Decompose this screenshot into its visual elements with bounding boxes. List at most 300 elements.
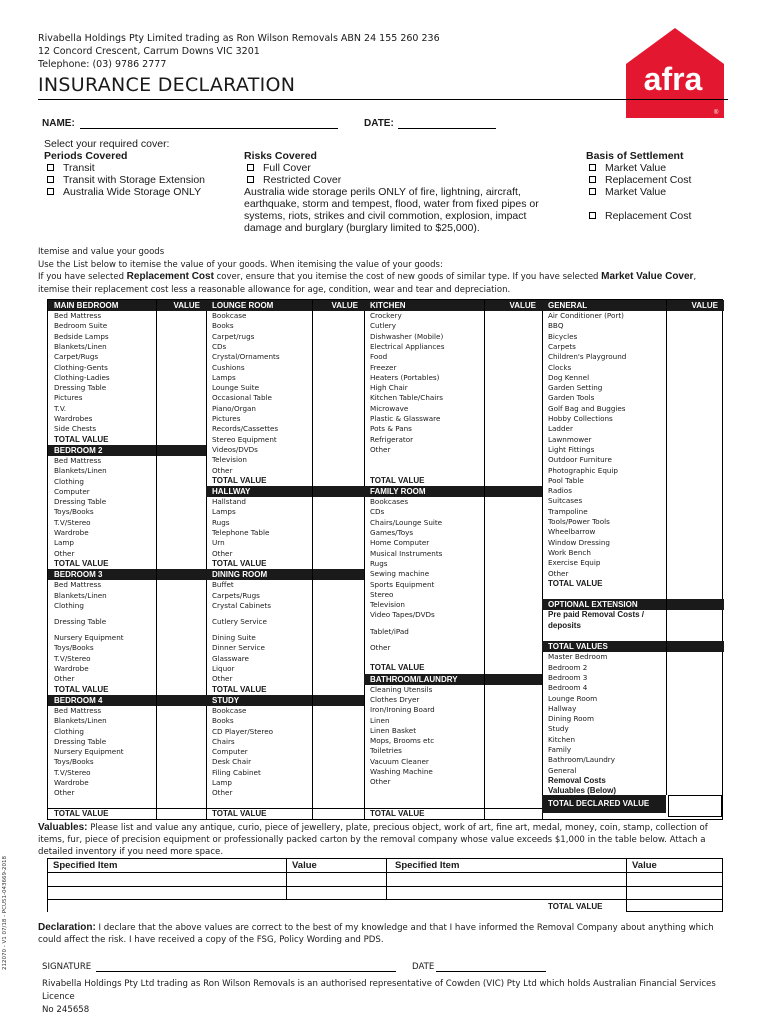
value-field[interactable]: [312, 549, 364, 559]
value-field[interactable]: [312, 455, 364, 465]
value-field[interactable]: [484, 695, 542, 705]
value-field[interactable]: [156, 311, 206, 321]
value-field[interactable]: [156, 332, 206, 342]
value-field[interactable]: [484, 600, 542, 610]
value-field[interactable]: [484, 476, 542, 486]
value-field[interactable]: [312, 507, 364, 517]
item-row[interactable]: Electrical Appliances: [370, 341, 445, 351]
item-row[interactable]: Pool Table: [548, 475, 584, 485]
item-row[interactable]: Sports Equipment: [370, 579, 435, 589]
value-field[interactable]: [666, 673, 724, 683]
item-row[interactable]: Cutlery: [370, 321, 397, 331]
item-row[interactable]: Other: [548, 568, 569, 578]
item-row[interactable]: BBQ: [548, 321, 564, 331]
value-field[interactable]: [484, 352, 542, 362]
value-field[interactable]: [666, 445, 724, 455]
item-row[interactable]: Hobby Collections: [548, 414, 613, 423]
value-field[interactable]: [156, 788, 206, 798]
value-field[interactable]: [312, 435, 364, 445]
item-row[interactable]: Kitchen Table/Chairs: [370, 393, 443, 403]
value-field[interactable]: [484, 455, 542, 465]
item-row[interactable]: Lamps: [212, 507, 236, 517]
value-field[interactable]: [484, 716, 542, 726]
value-field[interactable]: [484, 736, 542, 746]
item-row[interactable]: Liquor: [212, 664, 235, 673]
item-row[interactable]: Valuables (Below): [548, 786, 617, 796]
value-field[interactable]: [156, 393, 206, 403]
value-field[interactable]: [484, 590, 542, 600]
item-row[interactable]: [364, 455, 484, 465]
item-row[interactable]: Other: [370, 777, 391, 787]
item-row[interactable]: Carpets/Rugs: [212, 590, 260, 600]
value-field[interactable]: [666, 652, 724, 662]
value-field[interactable]: [156, 363, 206, 373]
value-field[interactable]: [484, 363, 542, 373]
value-field[interactable]: [156, 321, 206, 331]
item-row[interactable]: High Chair: [370, 383, 408, 393]
item-row[interactable]: [542, 631, 666, 641]
checkbox-option[interactable]: [44, 162, 205, 174]
value-field[interactable]: [666, 393, 724, 403]
item-row[interactable]: Stereo: [370, 589, 394, 599]
item-row[interactable]: Family: [548, 745, 572, 754]
checkbox-option[interactable]: [44, 174, 205, 186]
value-field[interactable]: [156, 518, 206, 528]
value-field[interactable]: [484, 507, 542, 517]
value-field[interactable]: [666, 527, 724, 537]
item-row[interactable]: Tools/Power Tools: [548, 517, 610, 526]
item-row[interactable]: T.V/Stereo: [54, 767, 91, 777]
value-field[interactable]: [156, 768, 206, 778]
item-row[interactable]: [364, 653, 484, 663]
value-field[interactable]: [156, 591, 206, 601]
item-row[interactable]: Lamp: [212, 778, 232, 787]
value-field[interactable]: [312, 737, 364, 747]
value-field[interactable]: [156, 549, 206, 559]
item-row[interactable]: Garden Tools: [548, 393, 595, 403]
item-row[interactable]: Freezer: [370, 362, 397, 372]
value-field[interactable]: [312, 580, 364, 590]
item-row[interactable]: Blankets/Linen: [54, 466, 107, 476]
value-field[interactable]: [666, 486, 724, 496]
item-row[interactable]: Toys/Books: [54, 757, 94, 767]
value-field[interactable]: [666, 714, 724, 724]
checkbox[interactable]: [47, 188, 54, 195]
item-row[interactable]: Lamps: [212, 372, 236, 382]
value-field[interactable]: [156, 424, 206, 434]
value-field[interactable]: [666, 683, 724, 693]
value-field[interactable]: [484, 643, 542, 653]
item-row[interactable]: Rugs: [370, 558, 388, 568]
value-field[interactable]: [312, 404, 364, 414]
value-field[interactable]: [484, 621, 542, 643]
item-row[interactable]: Nursery Equipment: [54, 747, 124, 757]
item-row[interactable]: CDs: [370, 507, 385, 517]
value-field[interactable]: [156, 528, 206, 538]
item-row[interactable]: Wardrobes: [54, 414, 93, 423]
value-field[interactable]: [312, 747, 364, 757]
item-row[interactable]: Bedside Lamps: [54, 331, 109, 341]
value-field[interactable]: [484, 383, 542, 393]
item-row[interactable]: Lamp: [54, 538, 74, 548]
item-row[interactable]: Toiletries: [370, 746, 402, 756]
value-field[interactable]: [666, 548, 724, 558]
item-row[interactable]: Hallway: [548, 703, 577, 713]
item-row[interactable]: Bicycles: [548, 331, 578, 341]
item-row[interactable]: Toys/Books: [54, 643, 94, 653]
item-row[interactable]: Carpet/rugs: [212, 331, 255, 341]
item-row[interactable]: Piano/Organ: [212, 403, 256, 413]
value-field[interactable]: [666, 424, 724, 434]
item-row[interactable]: Cleaning Utensils: [370, 684, 433, 694]
value-field[interactable]: [156, 727, 206, 737]
value-field[interactable]: [484, 746, 542, 756]
value-field[interactable]: [666, 558, 724, 568]
item-row[interactable]: Bed Mattress: [54, 311, 102, 320]
value-field[interactable]: [312, 352, 364, 362]
value-field[interactable]: [312, 538, 364, 548]
value-field[interactable]: [156, 757, 206, 767]
value-field[interactable]: [666, 476, 724, 486]
item-row[interactable]: Air Conditioner (Port): [548, 311, 624, 320]
item-row[interactable]: Lawnmower: [548, 434, 592, 444]
value-field[interactable]: [312, 716, 364, 726]
value-field[interactable]: [156, 404, 206, 414]
item-row[interactable]: Golf Bag and Buggies: [548, 403, 626, 413]
value-field[interactable]: [156, 507, 206, 517]
item-row[interactable]: Tablet/iPad: [370, 626, 409, 636]
item-row[interactable]: Other: [370, 642, 391, 652]
item-row[interactable]: General: [548, 765, 577, 775]
value-field[interactable]: [666, 579, 724, 589]
total-row[interactable]: TOTAL VALUE: [548, 578, 603, 588]
value-field[interactable]: [312, 778, 364, 788]
value-field[interactable]: [312, 342, 364, 352]
item-row[interactable]: Stereo Equipment: [212, 434, 277, 444]
value-field[interactable]: [484, 757, 542, 767]
item-row[interactable]: Musical Instruments: [370, 548, 443, 558]
item-row[interactable]: Video Tapes/DVDs: [370, 610, 435, 620]
item-row[interactable]: Linen: [370, 715, 390, 725]
item-row[interactable]: Mops, Brooms etc: [370, 736, 435, 746]
value-field[interactable]: [484, 549, 542, 559]
value-field[interactable]: [312, 654, 364, 664]
item-row[interactable]: Clothing-Gents: [54, 362, 108, 372]
checkbox-option[interactable]: [244, 174, 539, 186]
value-field[interactable]: [666, 724, 724, 734]
item-row[interactable]: Carpets: [548, 341, 576, 351]
value-field[interactable]: [484, 653, 542, 663]
item-row[interactable]: Television: [212, 455, 247, 465]
value-field[interactable]: [666, 404, 724, 414]
value-field[interactable]: [312, 332, 364, 342]
total-row[interactable]: TOTAL VALUE: [212, 475, 267, 485]
item-row[interactable]: Chairs/Lounge Suite: [370, 517, 443, 527]
value-field[interactable]: [312, 768, 364, 778]
value-field[interactable]: [484, 332, 542, 342]
item-row[interactable]: Food: [370, 352, 388, 362]
item-row[interactable]: Dinner Service: [212, 643, 265, 653]
item-row[interactable]: Iron/Ironing Board: [370, 705, 435, 715]
value-field[interactable]: [666, 704, 724, 714]
value-field[interactable]: [156, 466, 206, 476]
value-field[interactable]: [312, 311, 364, 321]
value-field[interactable]: [156, 456, 206, 466]
item-row[interactable]: Master Bedroom: [548, 652, 608, 662]
item-row[interactable]: Wheelbarrow: [548, 527, 596, 537]
item-row[interactable]: Telephone Table: [212, 528, 270, 537]
item-row[interactable]: Other: [54, 548, 75, 558]
item-row[interactable]: Bed Mattress: [54, 705, 102, 715]
item-row[interactable]: Vacuum Cleaner: [370, 756, 429, 766]
value-field[interactable]: [156, 716, 206, 726]
value-field[interactable]: [666, 755, 724, 765]
value-field[interactable]: [666, 373, 724, 383]
item-row[interactable]: Photographic Equip: [548, 465, 618, 475]
value-field[interactable]: [666, 776, 724, 786]
item-row[interactable]: Linen Basket: [370, 725, 417, 735]
value-field[interactable]: [312, 601, 364, 611]
item-row[interactable]: Refrigerator: [370, 434, 414, 444]
item-row[interactable]: Glassware: [212, 653, 249, 663]
value-field[interactable]: [666, 663, 724, 673]
value-field[interactable]: [312, 664, 364, 674]
item-row[interactable]: Trampoline: [548, 506, 588, 516]
item-row[interactable]: Plastic & Glassware: [370, 414, 441, 423]
value-field[interactable]: [156, 643, 206, 653]
value-field[interactable]: [484, 321, 542, 331]
value-field[interactable]: [156, 611, 206, 633]
value-field[interactable]: [666, 363, 724, 373]
signature-field[interactable]: [96, 971, 396, 972]
value-field[interactable]: [484, 569, 542, 579]
checkbox[interactable]: [589, 176, 596, 183]
value-field[interactable]: [666, 332, 724, 342]
value-field[interactable]: [312, 643, 364, 653]
item-row[interactable]: Rugs: [212, 517, 230, 527]
value-field[interactable]: [312, 591, 364, 601]
value-field[interactable]: [312, 528, 364, 538]
value-field[interactable]: [156, 664, 206, 674]
value-field[interactable]: [156, 737, 206, 747]
item-row[interactable]: Kitchen: [548, 734, 576, 744]
item-row[interactable]: Pictures: [54, 393, 83, 403]
value-field[interactable]: [666, 538, 724, 548]
value-field[interactable]: [312, 414, 364, 424]
item-row[interactable]: Other: [212, 788, 233, 798]
item-row[interactable]: Cutlery Service: [212, 617, 267, 627]
value-field[interactable]: [666, 383, 724, 393]
value-field[interactable]: [484, 726, 542, 736]
item-row[interactable]: Clothing: [54, 726, 84, 736]
value-field[interactable]: [312, 393, 364, 403]
checkbox[interactable]: [589, 164, 596, 171]
value-field[interactable]: [666, 435, 724, 445]
item-row[interactable]: Television: [370, 600, 405, 610]
value-field[interactable]: [484, 685, 542, 695]
item-row[interactable]: Dressing Table: [54, 497, 107, 507]
value-field[interactable]: [156, 601, 206, 611]
item-row[interactable]: Crystal/Ornaments: [212, 352, 280, 362]
item-row[interactable]: Bed Mattress: [54, 455, 102, 465]
item-row[interactable]: Bedroom Suite: [54, 321, 108, 331]
item-row[interactable]: Other: [212, 465, 233, 475]
value-field[interactable]: [666, 321, 724, 331]
value-field[interactable]: [666, 631, 724, 641]
item-row[interactable]: Bedroom 2: [548, 662, 588, 672]
value-field[interactable]: [156, 633, 206, 643]
total-row[interactable]: TOTAL VALUE: [212, 558, 267, 568]
declared-value-box[interactable]: [668, 795, 722, 817]
value-field[interactable]: [312, 706, 364, 716]
value-field[interactable]: [312, 363, 364, 373]
name-field[interactable]: [80, 128, 338, 129]
value-field[interactable]: [484, 311, 542, 321]
item-row[interactable]: Side Chests: [54, 424, 97, 434]
item-row[interactable]: Other: [54, 674, 75, 684]
item-row[interactable]: Suitcases: [548, 496, 583, 506]
item-row[interactable]: Garden Setting: [548, 383, 603, 393]
value-field[interactable]: [666, 621, 724, 631]
item-row[interactable]: Desk Chair: [212, 757, 252, 767]
checkbox[interactable]: [589, 188, 596, 195]
value-field[interactable]: [156, 352, 206, 362]
item-row[interactable]: Dishwasher (Mobile): [370, 331, 444, 341]
item-row[interactable]: Removal Costs: [548, 775, 606, 785]
value-field[interactable]: [156, 497, 206, 507]
item-row[interactable]: Hallstand: [212, 497, 246, 507]
item-row[interactable]: Pre paid Removal Costs /: [548, 610, 645, 620]
value-field[interactable]: [156, 383, 206, 393]
item-row[interactable]: Bedroom 3: [548, 672, 588, 682]
checkbox[interactable]: [47, 164, 54, 171]
checkbox-option[interactable]: [586, 174, 691, 186]
item-row[interactable]: Clothing: [54, 600, 84, 610]
value-field[interactable]: [484, 445, 542, 455]
value-field[interactable]: [666, 517, 724, 527]
item-row[interactable]: Dressing Table: [54, 383, 107, 393]
item-row[interactable]: Dressing Table: [54, 736, 107, 746]
value-field[interactable]: [484, 414, 542, 424]
item-row[interactable]: Bed Mattress: [54, 580, 102, 590]
item-row[interactable]: Sewing machine: [370, 569, 430, 579]
value-field[interactable]: [666, 745, 724, 755]
item-row[interactable]: T.V/Stereo: [54, 653, 91, 663]
checkbox-option[interactable]: [244, 162, 539, 174]
date-signature-field[interactable]: [436, 971, 546, 972]
value-field[interactable]: [666, 694, 724, 704]
item-row[interactable]: CDs: [212, 341, 227, 351]
item-row[interactable]: Nursery Equipment: [54, 633, 124, 643]
item-row[interactable]: CD Player/Stereo: [212, 726, 274, 736]
item-row[interactable]: Washing Machine: [370, 767, 433, 776]
item-row[interactable]: T.V.: [54, 403, 67, 413]
item-row[interactable]: Cushions: [212, 362, 245, 372]
value-field[interactable]: [312, 685, 364, 695]
item-row[interactable]: Heaters (Portables): [370, 372, 440, 382]
item-row[interactable]: Occasional Table: [212, 393, 272, 403]
value-field[interactable]: [666, 352, 724, 362]
value-field[interactable]: [312, 674, 364, 684]
value-field[interactable]: [666, 610, 724, 620]
item-row[interactable]: Clothing: [54, 476, 84, 486]
value-field[interactable]: [312, 445, 364, 455]
value-field[interactable]: [156, 654, 206, 664]
item-row[interactable]: Clothing-Ladies: [54, 372, 110, 382]
value-field[interactable]: [156, 674, 206, 684]
item-row[interactable]: Bathroom/Laundry: [548, 755, 616, 765]
value-field[interactable]: [666, 466, 724, 476]
total-row[interactable]: TOTAL VALUE: [54, 434, 109, 444]
item-row[interactable]: Children's Playground: [548, 352, 627, 362]
item-row[interactable]: [364, 466, 484, 476]
total-row[interactable]: TOTAL VALUE: [54, 558, 109, 568]
item-row[interactable]: Books: [212, 321, 234, 331]
value-field[interactable]: [312, 466, 364, 476]
value-field[interactable]: [484, 610, 542, 620]
item-row[interactable]: Records/Cassettes: [212, 424, 279, 434]
item-row[interactable]: Blankets/Linen: [54, 716, 107, 726]
value-field[interactable]: [666, 766, 724, 776]
item-row[interactable]: Carpet/Rugs: [54, 352, 99, 362]
item-row[interactable]: Other: [54, 788, 75, 798]
item-row[interactable]: Blankets/Linen: [54, 341, 107, 351]
item-row[interactable]: Window Dressing: [548, 537, 610, 547]
item-row[interactable]: Wardrobe: [54, 664, 89, 673]
value-field[interactable]: [312, 757, 364, 767]
value-field[interactable]: [156, 487, 206, 497]
value-field[interactable]: [484, 538, 542, 548]
item-row[interactable]: Bedroom 4: [548, 683, 588, 693]
item-row[interactable]: Computer: [54, 486, 90, 496]
item-row[interactable]: [542, 589, 666, 599]
value-field[interactable]: [666, 589, 724, 599]
item-row[interactable]: Games/Toys: [370, 528, 414, 537]
item-row[interactable]: Lounge Room: [548, 693, 598, 703]
value-field[interactable]: [312, 383, 364, 393]
value-field[interactable]: [156, 342, 206, 352]
checkbox[interactable]: [47, 176, 54, 183]
item-row[interactable]: Buffet: [212, 580, 234, 590]
item-row[interactable]: Dining Suite: [212, 633, 256, 643]
value-field[interactable]: [156, 477, 206, 487]
item-row[interactable]: Clothes Dryer: [370, 694, 420, 704]
value-field[interactable]: [666, 414, 724, 424]
value-field[interactable]: [312, 633, 364, 643]
value-field[interactable]: [484, 559, 542, 569]
value-field[interactable]: [484, 497, 542, 507]
value-field[interactable]: [156, 435, 206, 445]
value-field[interactable]: [484, 705, 542, 715]
value-field[interactable]: [484, 435, 542, 445]
item-row[interactable]: Clocks: [548, 362, 572, 372]
value-field[interactable]: [312, 476, 364, 486]
value-field[interactable]: [484, 373, 542, 383]
value-field[interactable]: [666, 735, 724, 745]
value-field[interactable]: [156, 414, 206, 424]
value-field[interactable]: [666, 569, 724, 579]
value-field[interactable]: [484, 393, 542, 403]
item-row[interactable]: Home Computer: [370, 538, 430, 548]
item-row[interactable]: Radios: [548, 486, 572, 496]
value-field[interactable]: [484, 528, 542, 538]
value-field[interactable]: [484, 342, 542, 352]
value-field[interactable]: [312, 788, 364, 798]
total-row[interactable]: TOTAL VALUE: [54, 684, 109, 694]
total-row[interactable]: TOTAL VALUE: [370, 475, 425, 485]
value-field[interactable]: [312, 611, 364, 633]
value-field[interactable]: [156, 747, 206, 757]
